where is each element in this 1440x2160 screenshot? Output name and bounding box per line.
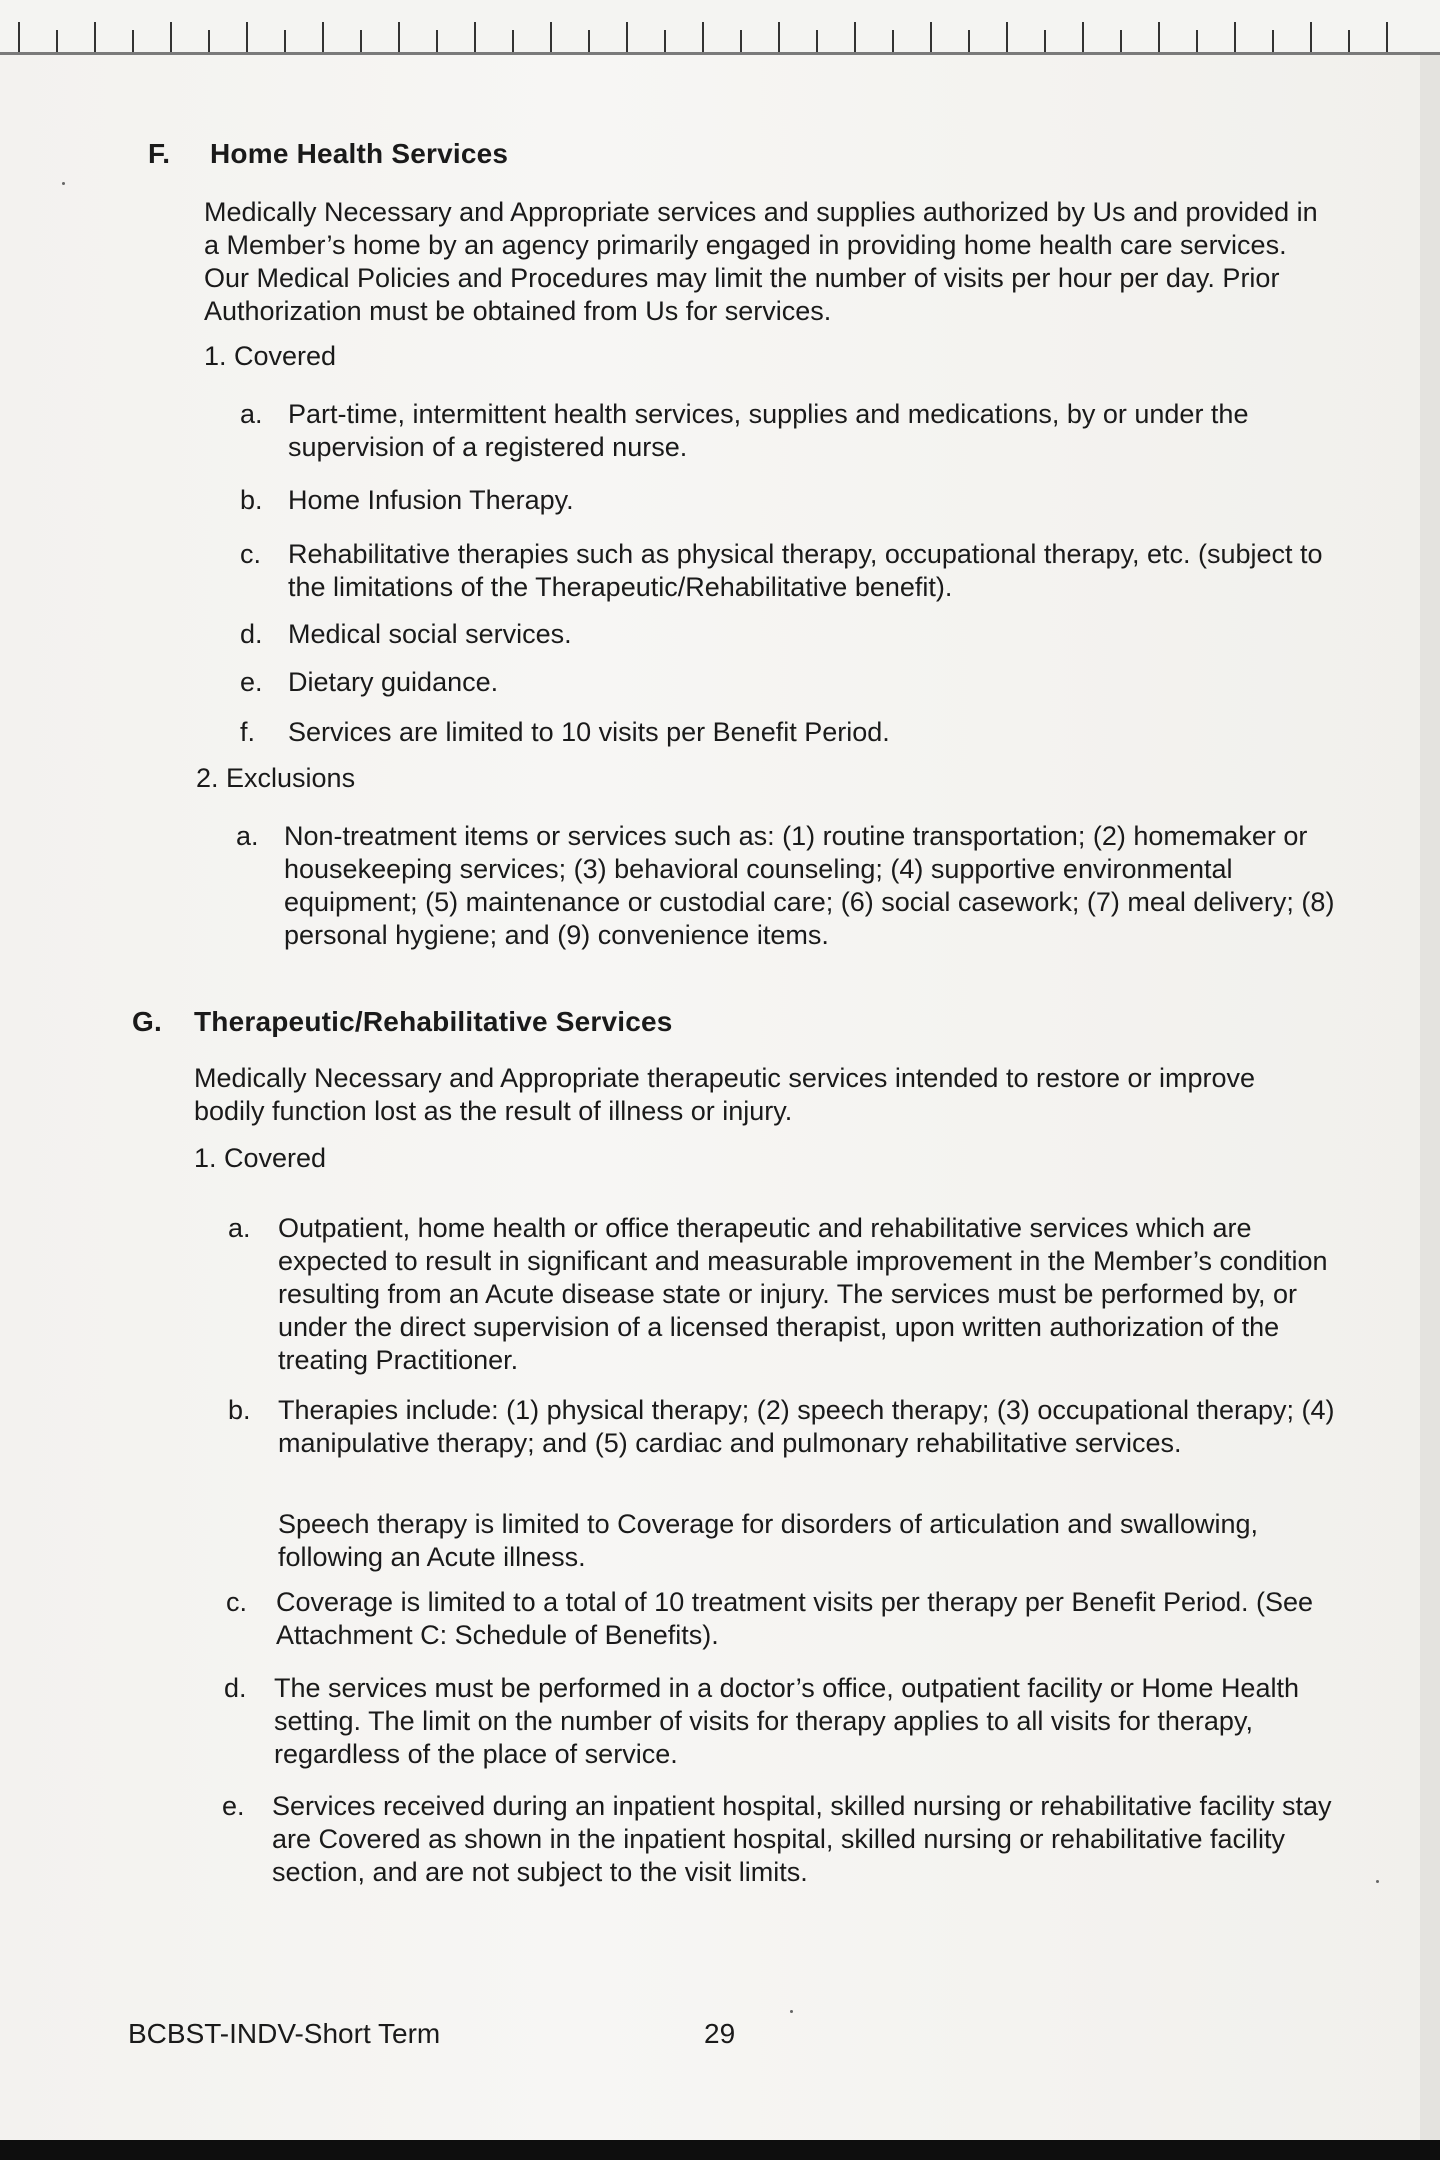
list-item	[240, 716, 1340, 749]
section-letter: G.	[132, 1006, 162, 1037]
list-item-label: e.	[240, 667, 263, 697]
ruler-tick	[1272, 30, 1274, 52]
list-item-label: c.	[226, 1587, 248, 1617]
section-g-covered-label: 1. Covered	[194, 1143, 327, 1173]
ruler-tick	[1158, 22, 1160, 52]
ruler-tick	[208, 30, 210, 52]
ruler-tick	[816, 30, 818, 52]
list-item	[240, 484, 1340, 517]
list-item-text: Part-time, intermittent health services, supplies and medications, by or under the supervision of a registered nurse.	[288, 399, 1249, 462]
list-item-text: Rehabilitative therapies such as physical therapy, occupational therapy, etc. (subject to the limitations of the Therapeutic/Rehabilitative benefit).	[288, 539, 1323, 602]
list-item	[240, 398, 1340, 464]
ruler-tick	[284, 30, 286, 52]
section-heading-g	[132, 1006, 673, 1038]
list-item-label: e.	[222, 1791, 245, 1821]
ruler-tick	[1386, 22, 1388, 52]
ruler-tick	[968, 30, 970, 52]
list-item-text: Non-treatment items or services such as: (1) routine transportation; (2) homemaker or housekeeping services; (3) behavioral counseling; (4) supportive environmental equipment; (5) maintenance or custodial care; (6) social casework; (7) meal delivery; (8) personal hygiene; and (9) convenience items.	[284, 821, 1335, 950]
scan-speck	[62, 182, 65, 185]
list-item-text: Speech therapy is limited to Coverage for disorders of articulation and swallowing, following an Acute illness.	[278, 1509, 1259, 1572]
list-item	[240, 666, 1340, 699]
list-item-text: Dietary guidance.	[288, 667, 499, 697]
list-item	[224, 1672, 1344, 1771]
ruler-tick	[436, 30, 438, 52]
ruler-tick	[702, 22, 704, 52]
list-item-text: Outpatient, home health or office therapeutic and rehabilitative services which are expected to result in significant and measurable improvement in the Member’s condition resulting from an Acute disease state or injury. The services must be performed by, or under the direct supervision of a licensed therapist, upon written authorization of the treating Practitioner.	[278, 1213, 1328, 1375]
ruler-tick	[322, 22, 324, 52]
list-item	[228, 1394, 1348, 1460]
ruler-tick	[94, 22, 96, 52]
list-item-text: Home Infusion Therapy.	[288, 485, 574, 515]
list-item	[228, 1508, 1348, 1574]
footer-document-id: BCBST-INDV-Short Term	[128, 2018, 441, 2049]
scan-speck	[790, 2010, 793, 2013]
list-item	[236, 820, 1346, 952]
ruler-tick	[892, 30, 894, 52]
ruler-tick	[1006, 22, 1008, 52]
ruler-tick	[778, 22, 780, 52]
scan-speck	[1376, 1880, 1379, 1883]
ruler-tick	[930, 22, 932, 52]
list-item-text: Coverage is limited to a total of 10 treatment visits per therapy per Benefit Period. (See Attachment C: Schedule of Benefits).	[276, 1587, 1314, 1650]
list-item-text: Services received during an inpatient hospital, skilled nursing or rehabilitative facility stay are Covered as shown in the inpatient hospital, skilled nursing or rehabilitative facility section, and are not subject to the visit limits.	[272, 1791, 1332, 1887]
list-item	[240, 618, 1340, 651]
section-title: Therapeutic/Rehabilitative Services	[194, 1006, 673, 1037]
scan-bottom-edge	[0, 2140, 1440, 2160]
ruler-tick	[18, 22, 20, 52]
ruler-tick	[398, 22, 400, 52]
ruler-tick	[740, 30, 742, 52]
section-g-intro: Medically Necessary and Appropriate therapeutic services intended to restore or improve bodily function lost as the result of illness or injury.	[194, 1063, 1256, 1126]
ruler-tick	[56, 30, 58, 52]
section-letter: F.	[148, 138, 171, 169]
ruler-tick	[360, 30, 362, 52]
list-item-label: b.	[240, 485, 263, 515]
ruler-tick	[1044, 30, 1046, 52]
list-item	[226, 1586, 1346, 1652]
ruler-tick	[550, 22, 552, 52]
ruler-tick	[170, 22, 172, 52]
ruler-tick	[1310, 22, 1312, 52]
ruler-tick	[854, 22, 856, 52]
list-item-label: a.	[240, 399, 263, 429]
ruler-strip	[0, 0, 1440, 55]
section-f-covered-label: 1. Covered	[204, 341, 337, 371]
list-item-label: a.	[236, 821, 259, 851]
list-item-text: The services must be performed in a doctor’s office, outpatient facility or Home Health setting. The limit on the number of visits for therapy applies to all visits for therapy, regardless of the place of service.	[274, 1673, 1299, 1769]
list-item-label: d.	[224, 1673, 247, 1703]
list-item-label: a.	[228, 1213, 251, 1243]
ruler-tick	[626, 22, 628, 52]
ruler-tick	[512, 30, 514, 52]
ruler-tick	[246, 22, 248, 52]
section-f-exclusions-label: 2. Exclusions	[196, 763, 356, 793]
list-item-label: d.	[240, 619, 263, 649]
ruler-tick	[474, 22, 476, 52]
page-edge-shadow	[1420, 55, 1440, 2140]
list-item	[222, 1790, 1342, 1889]
ruler-tick	[588, 30, 590, 52]
list-item-label: c.	[240, 539, 262, 569]
list-item-text: Services are limited to 10 visits per Benefit Period.	[288, 717, 890, 747]
ruler-tick	[1082, 22, 1084, 52]
ruler-tick	[1348, 30, 1350, 52]
section-heading-f	[148, 138, 508, 170]
footer-page-number: 29	[704, 2018, 736, 2049]
list-item-label: f.	[240, 717, 256, 747]
list-item	[240, 538, 1340, 604]
ruler-tick	[132, 30, 134, 52]
section-title: Home Health Services	[210, 138, 509, 169]
list-item-label: b.	[228, 1395, 251, 1425]
list-item	[228, 1212, 1348, 1377]
ruler-tick	[1234, 22, 1236, 52]
list-item-text: Medical social services.	[288, 619, 572, 649]
ruler-tick	[664, 30, 666, 52]
section-f-intro: Medically Necessary and Appropriate services and supplies authorized by Us and provided in a Member’s home by an agency primarily engaged in providing home health care services. Our Medical Policies and Procedures may limit the number of visits per hour per day. Prior Authorization must be obtained from Us for services.	[204, 197, 1318, 326]
list-item-text: Therapies include: (1) physical therapy; (2) speech therapy; (3) occupational therapy; (4) manipulative therapy; and (5) cardiac and pulmonary rehabilitative services.	[278, 1395, 1335, 1458]
ruler-tick	[1120, 30, 1122, 52]
ruler-tick	[1196, 30, 1198, 52]
